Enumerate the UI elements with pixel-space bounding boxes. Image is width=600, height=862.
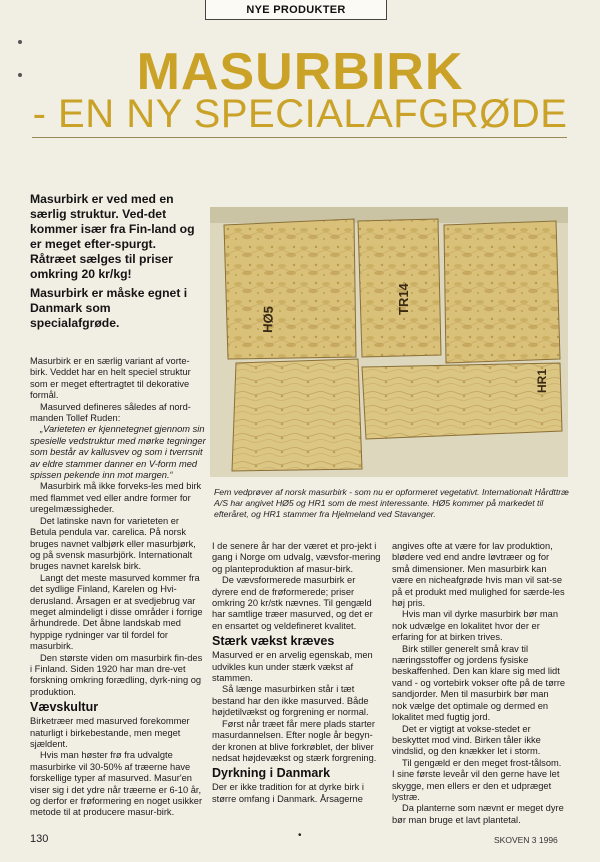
wood-samples-illustration <box>210 207 568 477</box>
body-paragraph: Så længe masurbirken står i tæt bestand har den ikke masurved. Både højdetilvækst og forgrening er normal. <box>212 684 369 718</box>
wood-samples-photo <box>210 207 568 477</box>
subheading-staerk-vaekst: Stærk vækst kræves <box>212 634 335 649</box>
body-paragraph: Langt det meste masurved kommer fra det sydlige Finland, Karelen og Hvi-derusland. Årsagen er at svedjebrug var meget almindeligt i disse områder i forrige århundrede. Det åbne landskab med hyppige rydninger var til fordel for masurbirk. <box>30 572 203 652</box>
sample-label-ho5: HØ5 <box>260 305 276 334</box>
page-number: 130 <box>30 833 49 845</box>
body-paragraph: Det er vigtigt at vokse-stedet er beskyttet mod vind. Birken tåler ikke vindslid, og den knækker let i storm. <box>392 723 541 757</box>
subheading-vaevskultur: Vævskultur <box>30 700 99 715</box>
page-subtitle: - EN NY SPECIALAFGRØDE <box>32 92 568 136</box>
body-paragraph: Masurbirk må ikke forveks-les med birk med flammet ved eller andre former for uregelmæssigheder. <box>30 481 202 515</box>
binding-hole <box>18 40 22 44</box>
body-paragraph: I de senere år har der været et pro-jekt i gang i Norge om udvalg, vævsfor-mering og planteproduktion af masur-birk. <box>212 541 381 574</box>
body-paragraph: De vævsformerede masurbirk er dyrere end de frøformerede; priser omkring 20 kr/stk nævnes. Til gengæld har samtlige træer masurved, og det er en ensartet og veldefineret kvalitet. <box>212 575 373 631</box>
photo-caption: Fem vedprøver af norsk masurbirk - som nu er opformeret vegetativt. Internationalt Hårdttræ A/S har angivet HØ5 og HR1 som de mest interessante. HØ5 kommer på markedet til efteråret, og HR1 stammer fra Hjelmeland ved Stavanger. <box>214 487 569 519</box>
column-3 <box>392 541 566 826</box>
sample-label-tr14: TR14 <box>396 283 411 315</box>
body-paragraph: Birketræer med masurved forekommer naturligt i birkebestande, men meget sjældent. <box>30 716 190 749</box>
body-paragraph: Hvis man høster frø fra udvalgte masurbirke vil 30-50% af træerne have forskellige typer af masurved. Masur'en viser sig i det ydre når træerne er 6-10 år, og derfor er frøformering en noget usikker metode til at producere masur-birk. <box>30 750 203 818</box>
body-paragraph: Der er ikke tradition for at dyrke birk i større omfang i Danmark. Årsagerne <box>212 782 364 804</box>
body-paragraph: Den største viden om masurbirk fin-des i Finland. Siden 1920 har man dre-vet forskning omkring forædling, dyrk-ning og produktion. <box>30 652 203 697</box>
issue-label: SKOVEN 3 1996 <box>494 835 558 845</box>
column-1 <box>30 356 206 819</box>
section-tab <box>205 0 387 20</box>
body-paragraph: Til gengæld er den meget frost-tålsom. I sine første leveår vil den gerne have let skygge, men ellers er den et udpræget lystræ. <box>392 757 562 802</box>
body-paragraph: Birk stiller generelt små krav til næringsstoffer og jordens fysiske beskaffenhed. Den kan klare sig med lidt vand - og vortebirk vokser ofte på de tørre sandjorder. Men til masurbirk bør man nok vælge det optimale og dermed en lokalitet med fugtig jord. <box>392 643 566 723</box>
page-title: MASURBIRK <box>136 43 464 101</box>
body-paragraph: Da planterne som nævnt er meget dyre bør man bruge et lavt plantetal. <box>392 803 564 825</box>
body-paragraph: Masurved er en arvelig egenskab, men udvikles kun under stærk vækst af stammen. <box>212 650 373 684</box>
column-2 <box>212 541 382 805</box>
sample-label-hr1: HR1 <box>535 368 549 393</box>
body-paragraph: Først når træet får mere plads starter masurdannelsen. Efter nogle år begyn-der kronen at blive forkrøblet, der bliver nedsat højdevækst og stærk forgrening. <box>212 718 377 763</box>
lead-text: Masurbirk er måske egnet i Danmark som specialafgrøde. <box>30 286 188 330</box>
subheading-dyrkning: Dyrkning i Danmark <box>212 766 331 781</box>
continuation-bullet: • <box>298 830 302 841</box>
ruden-quote: „Varieteten er kjennetegnet gjennom sin spesielle vedstruktur med mørke tegninger som består av kallusvev og som i tverrsnit av eldre stammer danner en V-form med spissen pekende inn mot margen.“ <box>30 424 206 481</box>
body-paragraph: Det latinske navn for varieteten er Betula pendula var. carelica. På norsk bruges navnet valbjørk eller masurbjørk, og på svensk masurbjörk. Internationalt bruges navnet karelsk birk. <box>30 515 196 572</box>
body-paragraph: Hvis man vil dyrke masurbirk bør man nok udvælge en lokalitet hvor der er erfaring for at birken trives. <box>392 609 559 643</box>
section-label: NYE PRODUKTER <box>246 3 346 16</box>
lead-text: Masurbirk er ved med en særlig struktur. Ved-det kommer især fra Fin-land og er meget efter-spurgt. Råtræet sælges til priser omkring 20 kr/kg! <box>30 192 195 281</box>
body-paragraph: Masurved defineres således af nord-manden Tollef Ruden: <box>30 401 191 424</box>
title-rule <box>32 137 567 138</box>
body-paragraph: Masurbirk er en særlig variant af vorte-birk. Veddet har en helt speciel struktur som er meget eftertragtet til dekorative formål. <box>30 356 191 401</box>
body-paragraph: angives ofte at være for lav produktion, blødere ved end andre løvtræer og for små dimensioner. Men masurbirk kan være en nicheafgrøde hvis man vil sat-se på et produkt med mulighed for særde-les høj pris. <box>392 541 565 609</box>
lead-paragraph <box>30 192 200 335</box>
